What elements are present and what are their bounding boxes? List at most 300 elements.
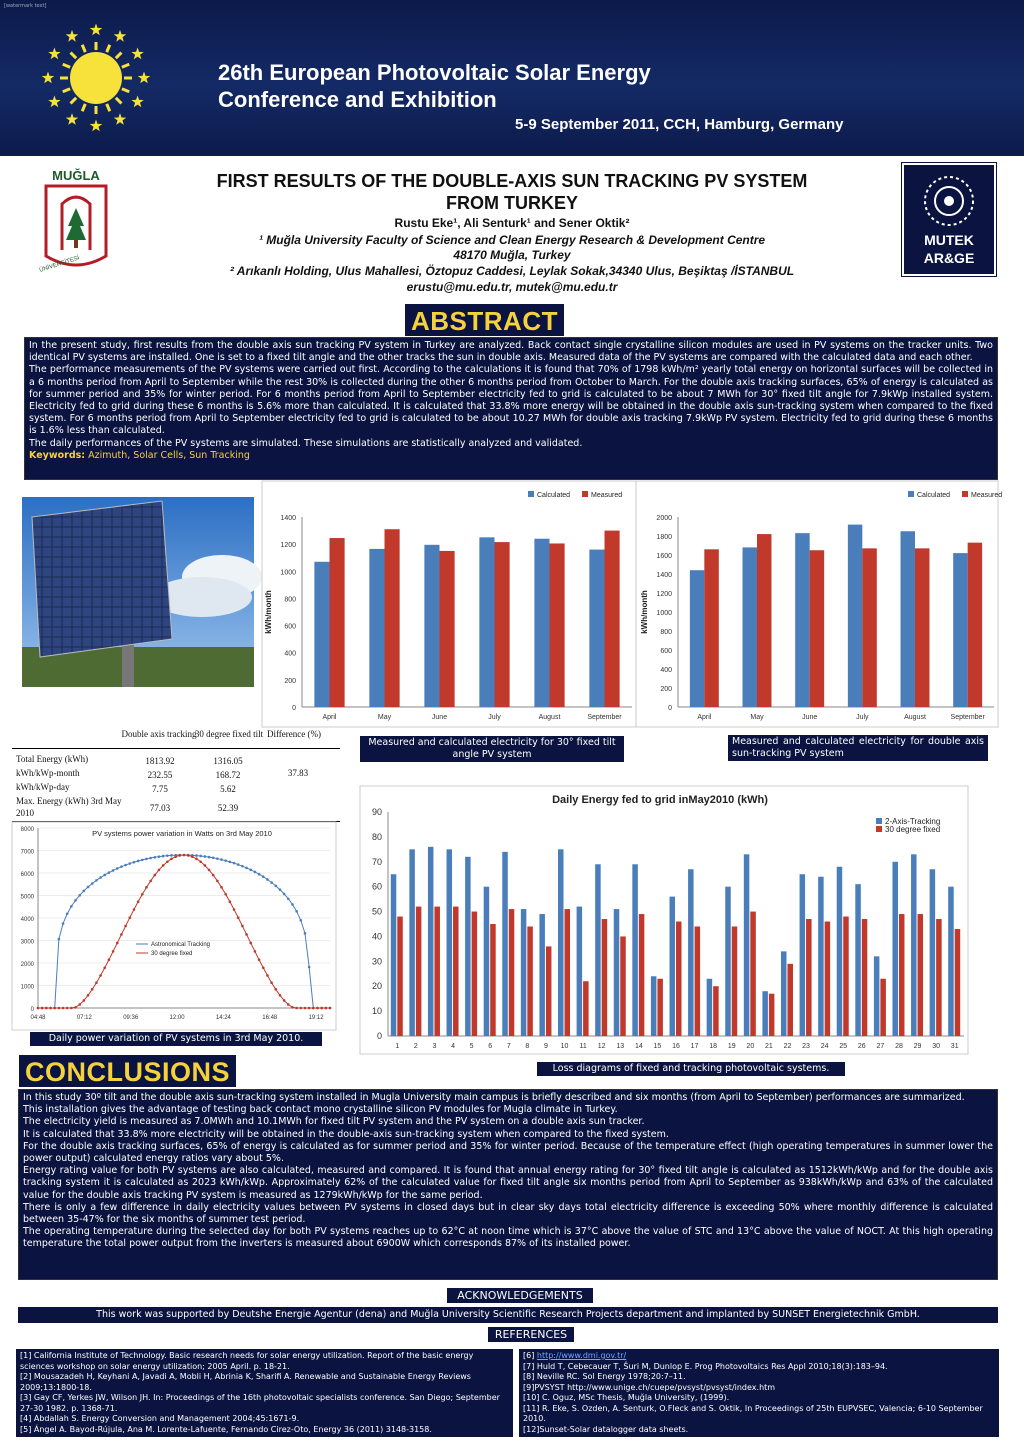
bar xyxy=(690,570,704,707)
pv-tracker-photo xyxy=(22,497,254,687)
data-point xyxy=(308,966,311,969)
data-point xyxy=(78,894,81,897)
paper-title xyxy=(120,170,904,214)
data-point xyxy=(233,908,236,911)
reference-item: [7] Huld T, Cebecauer T, Šuri M, Dunlop E. Prog Photovoltaics Res Appl 2010;18(3):183–94. xyxy=(523,1361,888,1371)
bar xyxy=(818,877,824,1036)
bar xyxy=(930,869,936,1036)
data-point xyxy=(124,864,127,867)
data-point xyxy=(199,860,202,863)
legend-label: 30 degree fixed xyxy=(151,951,193,957)
sun-ray-icon xyxy=(116,53,122,59)
bar xyxy=(397,917,403,1036)
x-tick-label: 18 xyxy=(709,1043,718,1050)
legend-swatch xyxy=(528,491,534,497)
data-point xyxy=(249,869,252,872)
data-point xyxy=(128,862,131,865)
y-tick-label: 600 xyxy=(660,648,672,655)
bar xyxy=(750,912,756,1036)
data-point xyxy=(145,886,148,889)
data-point xyxy=(183,854,186,857)
data-point xyxy=(241,865,244,868)
star-icon xyxy=(66,30,78,42)
data-point xyxy=(274,988,277,991)
x-tick-label: 27 xyxy=(876,1043,885,1050)
data-point xyxy=(91,988,94,991)
star-icon xyxy=(114,30,126,42)
data-point xyxy=(128,916,131,919)
x-tick-label: 04:48 xyxy=(30,1015,46,1021)
y-axis-label: kWh/month xyxy=(264,590,273,634)
data-point xyxy=(287,897,290,900)
x-tick-label: 25 xyxy=(839,1043,848,1050)
data-point xyxy=(108,871,111,874)
references-right xyxy=(519,1349,999,1437)
data-point xyxy=(258,873,261,876)
star-icon xyxy=(48,96,60,108)
caption-power-text: Daily power variation of PV systems in 3rd May 2010. xyxy=(48,1033,304,1044)
bar xyxy=(565,909,571,1036)
conclusion-line: It is calculated that 33.8% more electricity will be obtained in the double-axis sun-tracking system when compared to the fixed system. xyxy=(23,1128,669,1140)
data-point xyxy=(291,1006,294,1009)
y-tick-label: 30 xyxy=(371,956,382,967)
affiliation-1-city: 48170 Muğla, Turkey xyxy=(453,248,571,262)
data-point xyxy=(283,893,286,896)
data-point xyxy=(195,858,198,861)
data-point xyxy=(58,938,61,941)
bar xyxy=(713,986,719,1036)
bar xyxy=(550,543,565,707)
bar xyxy=(899,914,905,1036)
caption-loss: Loss diagrams of fixed and tracking photovoltaic systems. xyxy=(537,1062,845,1076)
data-point xyxy=(149,880,152,883)
y-tick-label: 800 xyxy=(660,629,672,636)
data-point xyxy=(208,869,211,872)
x-tick-label: May xyxy=(750,714,764,721)
star-icon xyxy=(66,113,78,125)
legend-label: Measured xyxy=(591,492,623,499)
bar xyxy=(743,547,757,707)
logo-left-name: MUĞLA xyxy=(52,168,100,183)
data-point xyxy=(103,966,106,969)
bar xyxy=(391,874,397,1036)
mutek-arge-logo xyxy=(902,163,996,276)
data-point xyxy=(162,864,165,867)
bar xyxy=(676,922,682,1036)
paper-title-line2: FROM TURKEY xyxy=(446,193,578,213)
monthly-tracking-chart xyxy=(636,481,1003,727)
data-point xyxy=(270,881,273,884)
data-point xyxy=(37,1007,40,1010)
bar xyxy=(577,907,583,1036)
data-point xyxy=(62,1007,65,1010)
data-point xyxy=(133,908,136,911)
data-point xyxy=(162,855,165,858)
reference-item: [4] Abdallah S. Energy Conversion and Management 2004;45:1671-9. xyxy=(20,1414,300,1423)
ack-heading: ACKNOWLEDGEMENTS xyxy=(447,1288,593,1303)
banner-tiny-text: [watermark text] xyxy=(4,3,47,9)
data-point xyxy=(241,925,244,928)
reference-item: [11] R. Eke, S. Ozden, A. Senturk, O.Fleck and S. Oktik, In Proceedings of 25th EUPVSEC, Valencia; 6-10 September 2010. xyxy=(523,1403,983,1423)
mugla-university-logo xyxy=(32,164,120,276)
data-point xyxy=(216,857,219,860)
y-tick-label: 3000 xyxy=(20,939,34,946)
x-tick-label: September xyxy=(950,714,985,721)
x-tick-label: 6 xyxy=(488,1043,493,1050)
y-tick-label: 0 xyxy=(376,1031,382,1041)
data-point xyxy=(212,874,215,877)
abstract-box xyxy=(24,337,998,480)
x-tick-label: 14 xyxy=(634,1043,643,1050)
data-point xyxy=(70,1007,73,1010)
bar xyxy=(810,550,824,707)
data-point xyxy=(300,1007,303,1010)
y-tick-label: 10 xyxy=(371,1006,382,1017)
data-point xyxy=(266,974,269,977)
y-tick-label: 2000 xyxy=(20,962,34,968)
data-point xyxy=(199,855,202,858)
conclusion-line: For the double axis tracking surfaces, 65% of energy is calculated as for summer period and 35% for winter period. Because of the temperature effect (high operating temperatures in summer lower the power output) calculated energy ratios vary about 5%. xyxy=(23,1140,993,1165)
bar xyxy=(744,854,750,1036)
y-tick-label: 800 xyxy=(284,596,296,604)
data-point xyxy=(279,994,282,997)
data-point xyxy=(304,1007,307,1010)
eu-sun-stars-logo xyxy=(36,18,156,138)
x-tick-label: 29 xyxy=(913,1043,922,1050)
data-point xyxy=(83,890,86,893)
caption-power xyxy=(30,1032,322,1046)
bar xyxy=(495,542,510,707)
star-icon xyxy=(90,24,102,36)
x-tick-label: 16 xyxy=(672,1043,680,1050)
bar xyxy=(843,917,849,1036)
data-point xyxy=(53,1007,56,1010)
x-tick-label: 19 xyxy=(727,1043,736,1050)
x-tick-label: June xyxy=(802,714,818,721)
reference-item: [2] Mousazadeh H, Keyhani A, Javadi A, Mobli H, Abrinia K, Sharifi A. Renewable and Sustainable Energy Reviews 2009;13:1800-18. xyxy=(20,1372,471,1392)
bar xyxy=(955,929,961,1036)
data-point xyxy=(120,933,123,936)
emails: erustu@mu.edu.tr, mutek@mu.edu.tr xyxy=(406,280,618,294)
data-point xyxy=(316,1007,319,1010)
sun-ray-icon xyxy=(82,45,85,52)
bar xyxy=(953,553,967,707)
data-point xyxy=(229,861,232,864)
table-header-double: Double axis tracking xyxy=(121,729,197,739)
data-point xyxy=(116,867,119,870)
sun-ray-icon xyxy=(107,104,110,111)
data-point xyxy=(137,860,140,863)
data-point xyxy=(312,1007,315,1010)
data-point xyxy=(154,874,157,877)
data-point xyxy=(149,857,152,860)
data-point xyxy=(220,858,223,861)
table-row-label: Max. Energy (kWh) 3rd May 2010 xyxy=(16,796,122,818)
bar xyxy=(936,919,942,1036)
legend-swatch xyxy=(876,826,882,832)
data-point xyxy=(154,856,157,859)
x-tick-label: 16:48 xyxy=(262,1015,278,1021)
data-point xyxy=(229,900,232,903)
data-point xyxy=(224,859,227,862)
caption-fixed: Measured and calculated electricity for 30° fixed tilt angle PV system xyxy=(360,736,624,762)
data-point xyxy=(158,855,161,858)
data-point xyxy=(99,876,102,879)
table-header-diff: Difference (%) xyxy=(266,729,322,739)
data-point xyxy=(204,864,207,867)
y-tick-label: 200 xyxy=(660,686,672,693)
legend-label: 2-Axis-Tracking xyxy=(885,817,941,826)
banner-dates: 5-9 September 2011, CCH, Hamburg, Germany xyxy=(515,116,844,133)
data-point xyxy=(274,885,277,888)
reference-item: [5] Ángel A. Bayod-Rújula, Ana M. Lorente-Lafuente, Fernando Cirez-Oto, Energy 36 (2011) 3148-3158. xyxy=(20,1424,432,1434)
data-point xyxy=(249,942,252,945)
x-tick-label: July xyxy=(856,714,869,721)
y-tick-label: 5000 xyxy=(20,894,34,901)
x-tick-label: 2 xyxy=(413,1043,418,1050)
x-tick-label: 28 xyxy=(895,1043,903,1050)
bar xyxy=(825,922,831,1036)
x-tick-label: April xyxy=(697,714,712,721)
y-tick-label: 1400 xyxy=(280,515,296,522)
reference-item: [9]PVSYST http://www.unige.ch/cuepe/pvsyst/pvsyst/index.htm xyxy=(523,1382,776,1392)
table-cell: 5.62 xyxy=(220,784,236,794)
data-point xyxy=(245,867,248,870)
data-point xyxy=(304,932,307,935)
data-point xyxy=(191,855,194,858)
y-tick-label: 1400 xyxy=(656,572,672,579)
y-tick-label: 7000 xyxy=(20,849,34,856)
x-tick-label: 11 xyxy=(579,1043,587,1050)
bar xyxy=(880,979,886,1036)
y-tick-label: 60 xyxy=(371,881,382,892)
data-point xyxy=(170,854,173,857)
data-point xyxy=(99,974,102,977)
x-tick-label: 17 xyxy=(690,1043,699,1050)
bar xyxy=(787,964,793,1036)
x-tick-label: 23 xyxy=(802,1043,810,1050)
data-point xyxy=(291,903,294,906)
bar xyxy=(605,531,620,707)
data-point xyxy=(262,966,265,969)
data-point xyxy=(87,886,90,889)
keywords: Azimuth, Solar Cells, Sun Tracking xyxy=(85,449,250,461)
table-header-fixed: 30 degree fixed tilt xyxy=(194,729,264,739)
y-tick-label: 1000 xyxy=(656,610,672,617)
table-cell: 232.55 xyxy=(147,770,173,780)
table-row-label: kWh/kWp-month xyxy=(16,768,80,778)
star-icon xyxy=(131,48,143,60)
legend-swatch xyxy=(908,491,914,497)
data-point xyxy=(74,1006,77,1009)
ack-text: This work was supported by Deutshe Energie Agentur (dena) and Muğla University Scientific Research Projects department and implanted by SUNSET Energietechnik GmbH. xyxy=(18,1307,998,1323)
bar xyxy=(534,539,549,707)
bar xyxy=(892,862,898,1036)
y-tick-label: 1000 xyxy=(20,984,34,991)
data-point xyxy=(120,865,123,868)
bar xyxy=(632,864,638,1036)
power-variation-chart xyxy=(12,822,336,1030)
star-icon xyxy=(90,120,102,132)
data-point xyxy=(49,1007,52,1010)
data-point xyxy=(262,875,265,878)
star-icon xyxy=(114,113,126,125)
y-tick-label: 0 xyxy=(668,705,672,712)
y-tick-label: 80 xyxy=(371,831,382,842)
data-point xyxy=(195,854,198,857)
y-tick-label: 2000 xyxy=(656,515,672,522)
data-point xyxy=(87,994,90,997)
y-tick-label: 20 xyxy=(371,981,382,992)
bar xyxy=(848,525,862,707)
x-tick-label: 13 xyxy=(616,1043,625,1050)
bar xyxy=(688,869,694,1036)
x-tick-label: August xyxy=(538,714,561,721)
star-icon xyxy=(42,72,54,84)
data-point xyxy=(212,856,215,859)
x-tick-label: June xyxy=(431,714,448,721)
bar xyxy=(901,531,915,707)
data-point xyxy=(83,999,86,1002)
bar xyxy=(447,849,453,1036)
conclusion-line: The operating temperature during the selected day for both PV systems reaches up to 62°C at noon time which is 37°C above the value of STC and 13°C above the value of NOCT. At this high operating temperature the total power output from the inverters is measured about 6900W which corresponds 87% of its installed power. xyxy=(23,1226,993,1250)
affiliation-2: ² Arıkanlı Holding, Ulus Mahallesi, Öztopuz Caddesi, Leylak Sokak,34340 Ulus, Beşiktaş /İSTANBUL xyxy=(229,264,795,278)
y-tick-label: 70 xyxy=(371,856,382,867)
abstract-p3: The daily performances of the PV systems are simulated. These simulations are statistically analyzed and validated. xyxy=(29,437,583,449)
ref-6-link[interactable]: http://www.dmi.gov.tr/ xyxy=(536,1351,627,1360)
x-tick-label: 30 xyxy=(932,1043,941,1050)
x-tick-label: 15 xyxy=(653,1043,662,1050)
abstract-heading: ABSTRACT xyxy=(404,303,565,337)
references-heading: REFERENCES xyxy=(488,1327,574,1342)
data-point xyxy=(254,871,257,874)
sun-ray-icon xyxy=(107,45,110,52)
keywords-label: Keywords: xyxy=(29,449,86,461)
ref-6-prefix: [6] xyxy=(523,1351,537,1360)
data-point xyxy=(174,855,177,858)
x-tick-label: September xyxy=(587,714,622,721)
data-point xyxy=(329,1007,332,1010)
data-point xyxy=(108,958,111,961)
table-cell: 52.39 xyxy=(217,803,239,813)
data-point xyxy=(254,950,257,953)
data-point xyxy=(283,999,286,1002)
bar xyxy=(490,924,496,1036)
legend-label: Calculated xyxy=(917,492,951,499)
bar xyxy=(725,887,731,1036)
data-point xyxy=(45,1007,48,1010)
x-tick-label: 22 xyxy=(783,1043,792,1050)
x-tick-label: 09:36 xyxy=(123,1015,139,1021)
table-cell: 1813.92 xyxy=(145,756,175,766)
bar xyxy=(602,919,608,1036)
daily-energy-chart xyxy=(360,786,968,1054)
banner-line-1: 26th European Photovoltaic Solar Energy xyxy=(218,60,651,85)
y-tick-label: 1000 xyxy=(280,569,296,577)
bar xyxy=(757,534,771,707)
bar xyxy=(769,994,775,1036)
bar xyxy=(440,551,455,707)
data-point xyxy=(74,899,77,902)
x-tick-label: 12 xyxy=(597,1043,606,1050)
data-point xyxy=(141,893,144,896)
y-tick-label: 200 xyxy=(284,677,296,685)
sun-ray-icon xyxy=(71,53,77,59)
star-icon xyxy=(131,96,143,108)
data-point xyxy=(166,854,169,857)
comparison-table xyxy=(12,728,340,822)
sun-ray-icon xyxy=(122,89,129,92)
conclusion-line: There is only a few difference in daily electricity values between PV systems in closed days but in clear sky days total electricity difference is exceeding 50% where monthly difference is calculated between 35-47% for the six months of summer test period. xyxy=(23,1201,993,1226)
bar xyxy=(806,919,812,1036)
conclusions-heading: CONCLUSIONS xyxy=(18,1054,237,1088)
paper-title-line1: FIRST RESULTS OF THE DOUBLE-AXIS SUN TRACKING PV SYSTEM xyxy=(216,171,808,191)
chart-frame xyxy=(12,822,336,1030)
x-tick-label: 21 xyxy=(765,1043,773,1050)
bar xyxy=(795,533,809,707)
data-point xyxy=(70,905,73,908)
data-point xyxy=(66,1007,69,1010)
bar xyxy=(385,529,400,707)
x-tick-label: April xyxy=(322,714,337,721)
x-tick-label: 1 xyxy=(395,1043,400,1050)
reference-item: [1] California Institute of Technology. Basic research needs for solar energy utilization. Report of the basic energy sciences workshop on solar energy utilization; 2005 April. p. 18-21. xyxy=(20,1351,474,1371)
table-cell: 77.03 xyxy=(149,803,171,813)
star-icon xyxy=(48,48,60,60)
y-tick-label: 4000 xyxy=(20,917,34,923)
bar xyxy=(409,849,415,1036)
x-tick-label: 8 xyxy=(525,1043,530,1050)
y-tick-label: 600 xyxy=(284,623,296,631)
data-point xyxy=(112,869,115,872)
data-point xyxy=(137,900,140,903)
data-point xyxy=(220,886,223,889)
data-point xyxy=(145,858,148,861)
bar xyxy=(855,884,861,1036)
bar xyxy=(369,549,384,707)
bar xyxy=(695,926,701,1036)
conclusion-line: Energy rating value for both PV systems are also calculated, measured and compared. It is found that annual energy rating for 30° fixed tilt angle is calculated as 1512kWh/kWp and for the double axis tracking system it is calculated as 2023 kWh/kWp. Approximately 62% of the calculated value for fixed tilt angle six months period from April to September as 938kWh/kWp and 63% of the calculated value for the double axis tracking PV system is measured as 1279kWh/kWp for the same period. xyxy=(23,1165,993,1201)
star-icon xyxy=(138,72,150,84)
data-point xyxy=(279,888,282,891)
data-point xyxy=(300,919,303,922)
banner-line-2: Conference and Exhibition xyxy=(218,87,497,112)
bar xyxy=(595,864,601,1036)
reference-item: [3] Gay CF, Yerkes JW, Wilson JH. In: Proceedings of the 16th photovoltaic specialists conference. San Diego; September 27-30 1982. p. 1368-71. xyxy=(20,1393,500,1413)
y-axis-label: kWh/month xyxy=(640,590,649,634)
x-tick-label: 4 xyxy=(451,1043,455,1050)
legend-label: 30 degree fixed xyxy=(885,825,941,834)
data-point xyxy=(270,981,273,984)
data-point xyxy=(208,856,211,859)
x-tick-label: 9 xyxy=(543,1043,548,1050)
bar xyxy=(657,979,663,1036)
data-point xyxy=(166,860,169,863)
y-tick-label: 8000 xyxy=(20,827,34,833)
table-row-label: Total Energy (kWh) xyxy=(16,754,89,764)
table-diff: 37.83 xyxy=(287,768,309,778)
data-point xyxy=(224,893,227,896)
sun-ray-icon xyxy=(63,89,70,92)
bar xyxy=(762,991,768,1036)
x-tick-label: 31 xyxy=(950,1043,959,1050)
data-point xyxy=(308,1007,311,1010)
reference-item: [12]Sunset-Solar datalogger data sheets. xyxy=(523,1424,689,1434)
authors: Rustu Eke¹, Ali Senturk¹ and Sener Oktik² xyxy=(394,216,630,230)
x-tick-label: May xyxy=(377,714,392,721)
data-point xyxy=(320,1007,323,1010)
bar xyxy=(862,548,876,707)
